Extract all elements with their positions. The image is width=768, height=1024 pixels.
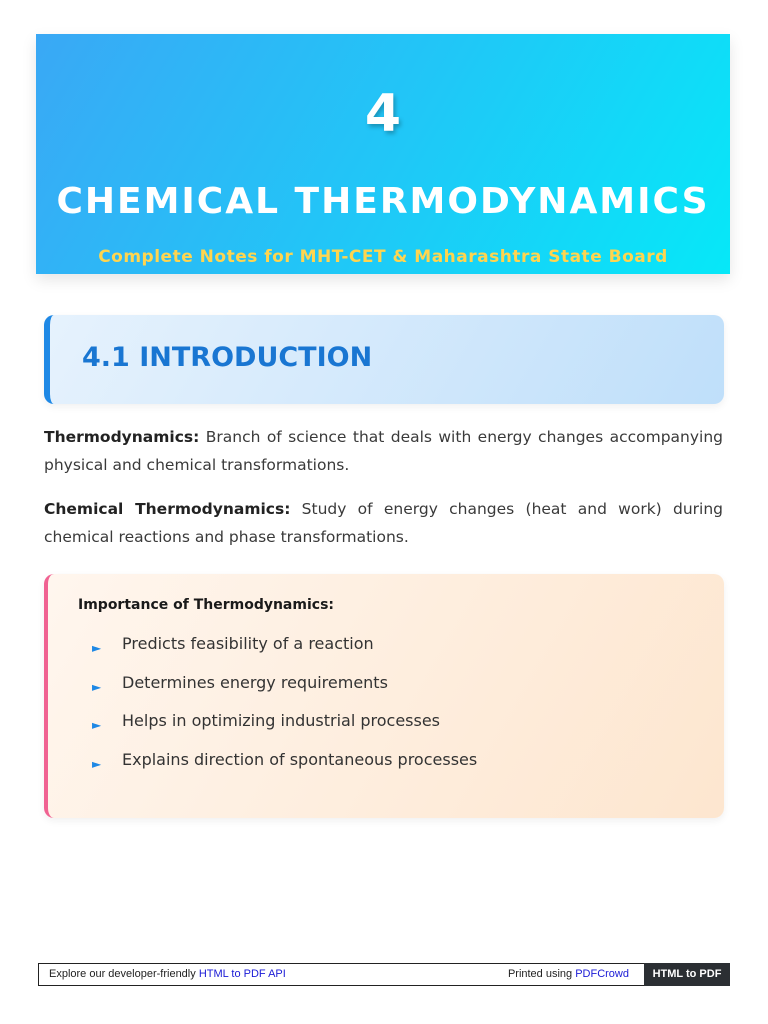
definition-text: Study of energy changes (heat and work) during chemical reactions and phase transformations.	[44, 500, 723, 546]
footer-promo-text: Explore our developer-friendly	[49, 968, 199, 980]
callout-title: Importance of Thermodynamics:	[78, 597, 334, 613]
definition-chemical-thermodynamics	[44, 495, 723, 551]
pdfcrowd-link[interactable]: PDFCrowd	[575, 968, 629, 980]
list-item-text: Helps in optimizing industrial processes	[122, 711, 441, 730]
html-to-pdf-button[interactable]: HTML to PDF	[644, 963, 730, 986]
importance-list	[92, 632, 477, 786]
list-item-text: Determines energy requirements	[122, 672, 388, 692]
footer-printed-text: Printed using	[507, 968, 576, 980]
chapter-header	[36, 34, 730, 274]
definition-thermodynamics	[44, 423, 723, 479]
importance-callout	[44, 574, 724, 818]
bullet-arrow-icon: ►	[92, 679, 102, 694]
footer-promo	[49, 964, 286, 985]
list-item	[92, 632, 477, 671]
list-item-text: Predicts feasibility of a reaction	[122, 634, 374, 653]
definition-text: Branch of science that deals with energy changes accompanying physical and chemical transformations.	[44, 428, 723, 474]
list-item	[92, 748, 477, 787]
bullet-arrow-icon: ►	[92, 718, 102, 732]
chapter-number: 4	[364, 84, 402, 144]
chapter-subtitle: Complete Notes for MHT-CET & Maharashtra State Board	[98, 247, 668, 267]
list-item	[92, 671, 477, 710]
section-title: 4.1 INTRODUCTION	[82, 342, 373, 373]
list-item-text: Explains direction of spontaneous processes	[122, 749, 478, 769]
section-header	[44, 315, 724, 404]
pdf-footer-bar	[38, 963, 730, 986]
definition-term: Thermodynamics:	[44, 428, 200, 446]
html-to-pdf-api-link[interactable]: HTML to PDF API	[198, 968, 286, 980]
definition-term: Chemical Thermodynamics:	[44, 500, 291, 518]
list-item	[92, 709, 477, 748]
bullet-arrow-icon: ►	[92, 756, 102, 771]
bullet-arrow-icon: ►	[92, 641, 102, 655]
footer-printed-by	[508, 964, 629, 985]
chapter-title: CHEMICAL THERMODYNAMICS	[56, 181, 710, 222]
